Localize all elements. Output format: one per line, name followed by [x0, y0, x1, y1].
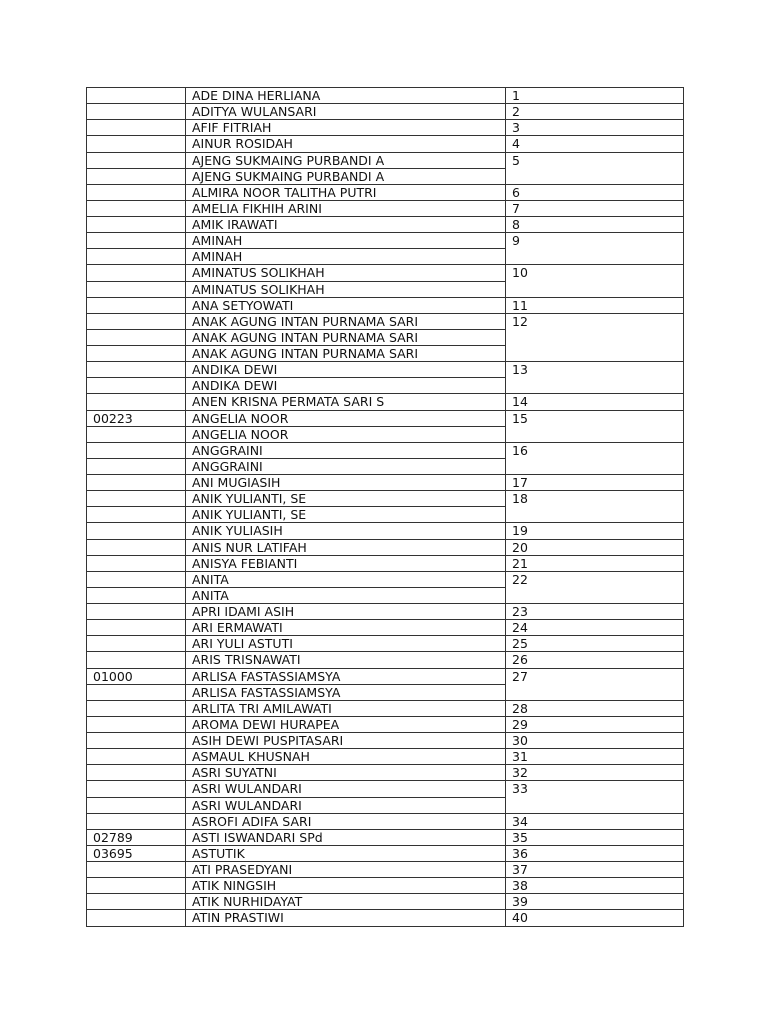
code-cell — [87, 491, 186, 507]
table-row — [87, 652, 684, 668]
table-row — [87, 410, 684, 426]
name-list-table — [86, 87, 684, 927]
name-cell: AFIF FITRIAH — [186, 120, 506, 136]
table-row — [87, 700, 684, 716]
table-row — [87, 733, 684, 749]
number-cell: 40 — [506, 910, 684, 926]
number-cell: 10 — [506, 265, 684, 297]
name-cell: ANGELIA NOOR — [186, 426, 506, 442]
code-cell — [87, 120, 186, 136]
code-cell — [87, 104, 186, 120]
code-cell — [87, 378, 186, 394]
code-cell — [87, 781, 186, 797]
name-cell: ANIK YULIASIH — [186, 523, 506, 539]
number-cell: 38 — [506, 878, 684, 894]
number-cell: 27 — [506, 668, 684, 700]
name-cell: ARIS TRISNAWATI — [186, 652, 506, 668]
code-cell — [87, 539, 186, 555]
code-cell — [87, 217, 186, 233]
table-row — [87, 491, 684, 507]
name-cell: ADITYA WULANSARI — [186, 104, 506, 120]
code-cell — [87, 910, 186, 926]
table-row — [87, 910, 684, 926]
code-cell — [87, 233, 186, 249]
table-row — [87, 571, 684, 587]
name-cell: ANAK AGUNG INTAN PURNAMA SARI — [186, 346, 506, 362]
name-cell: AMELIA FIKHIH ARINI — [186, 200, 506, 216]
name-cell: AMIK IRAWATI — [186, 217, 506, 233]
name-list-body — [87, 88, 684, 927]
code-cell — [87, 168, 186, 184]
number-cell: 8 — [506, 217, 684, 233]
code-cell — [87, 458, 186, 474]
table-row — [87, 233, 684, 249]
name-cell: APRI IDAMI ASIH — [186, 604, 506, 620]
code-cell — [87, 636, 186, 652]
table-row — [87, 442, 684, 458]
code-cell — [87, 394, 186, 410]
code-cell — [87, 136, 186, 152]
name-cell: ANITA — [186, 571, 506, 587]
number-cell: 3 — [506, 120, 684, 136]
name-cell: ANIK YULIANTI, SE — [186, 491, 506, 507]
name-cell: ANDIKA DEWI — [186, 362, 506, 378]
table-row — [87, 765, 684, 781]
name-cell: AMINATUS SOLIKHAH — [186, 265, 506, 281]
table-row — [87, 894, 684, 910]
name-cell: ATIK NINGSIH — [186, 878, 506, 894]
name-cell: ATI PRASEDYANI — [186, 862, 506, 878]
table-row — [87, 523, 684, 539]
name-cell: ASROFI ADIFA SARI — [186, 813, 506, 829]
table-row — [87, 813, 684, 829]
code-cell — [87, 571, 186, 587]
name-cell: ARLISA FASTASSIAMSYA — [186, 668, 506, 684]
name-cell: ARLISA FASTASSIAMSYA — [186, 684, 506, 700]
number-cell: 30 — [506, 733, 684, 749]
code-cell — [87, 475, 186, 491]
name-cell: AROMA DEWI HURAPEA — [186, 716, 506, 732]
code-cell — [87, 507, 186, 523]
number-cell: 23 — [506, 604, 684, 620]
code-cell — [87, 684, 186, 700]
number-cell: 24 — [506, 620, 684, 636]
number-cell: 21 — [506, 555, 684, 571]
name-cell: ADE DINA HERLIANA — [186, 88, 506, 104]
table-row — [87, 362, 684, 378]
name-cell: AINUR ROSIDAH — [186, 136, 506, 152]
name-cell: ASTUTIK — [186, 845, 506, 861]
code-cell: 02789 — [87, 829, 186, 845]
name-cell: ANGGRAINI — [186, 458, 506, 474]
code-cell: 03695 — [87, 845, 186, 861]
number-cell: 18 — [506, 491, 684, 523]
code-cell: 01000 — [87, 668, 186, 684]
code-cell — [87, 362, 186, 378]
code-cell — [87, 813, 186, 829]
number-cell: 12 — [506, 313, 684, 361]
name-cell: ASTI ISWANDARI SPd — [186, 829, 506, 845]
code-cell — [87, 716, 186, 732]
table-row — [87, 394, 684, 410]
code-cell — [87, 265, 186, 281]
number-cell: 19 — [506, 523, 684, 539]
table-row — [87, 265, 684, 281]
code-cell — [87, 329, 186, 345]
number-cell: 15 — [506, 410, 684, 442]
table-row — [87, 104, 684, 120]
name-cell: ASMAUL KHUSNAH — [186, 749, 506, 765]
table-row — [87, 152, 684, 168]
table-row — [87, 781, 684, 797]
code-cell — [87, 281, 186, 297]
name-cell: ALMIRA NOOR TALITHA PUTRI — [186, 184, 506, 200]
number-cell: 6 — [506, 184, 684, 200]
name-cell: AJENG SUKMAING PURBANDI A — [186, 168, 506, 184]
code-cell — [87, 797, 186, 813]
number-cell: 36 — [506, 845, 684, 861]
code-cell — [87, 765, 186, 781]
number-cell: 9 — [506, 233, 684, 265]
table-row — [87, 604, 684, 620]
number-cell: 33 — [506, 781, 684, 813]
number-cell: 11 — [506, 297, 684, 313]
name-cell: AJENG SUKMAING PURBANDI A — [186, 152, 506, 168]
code-cell: 00223 — [87, 410, 186, 426]
number-cell: 4 — [506, 136, 684, 152]
number-cell: 20 — [506, 539, 684, 555]
name-cell: ASRI WULANDARI — [186, 797, 506, 813]
name-cell: ARLITA TRI AMILAWATI — [186, 700, 506, 716]
name-cell: ATIN PRASTIWI — [186, 910, 506, 926]
number-cell: 39 — [506, 894, 684, 910]
name-cell: AMINAH — [186, 249, 506, 265]
number-cell: 17 — [506, 475, 684, 491]
name-cell: ANA SETYOWATI — [186, 297, 506, 313]
table-row — [87, 636, 684, 652]
number-cell: 29 — [506, 716, 684, 732]
number-cell: 32 — [506, 765, 684, 781]
name-cell: ASIH DEWI PUSPITASARI — [186, 733, 506, 749]
number-cell: 14 — [506, 394, 684, 410]
code-cell — [87, 862, 186, 878]
table-row — [87, 200, 684, 216]
name-cell: ASRI WULANDARI — [186, 781, 506, 797]
table-row — [87, 539, 684, 555]
code-cell — [87, 555, 186, 571]
code-cell — [87, 442, 186, 458]
table-row — [87, 555, 684, 571]
table-row — [87, 716, 684, 732]
name-cell: AMINATUS SOLIKHAH — [186, 281, 506, 297]
table-row — [87, 620, 684, 636]
code-cell — [87, 700, 186, 716]
code-cell — [87, 523, 186, 539]
name-cell: ARI YULI ASTUTI — [186, 636, 506, 652]
table-row — [87, 88, 684, 104]
code-cell — [87, 249, 186, 265]
code-cell — [87, 749, 186, 765]
code-cell — [87, 894, 186, 910]
number-cell: 25 — [506, 636, 684, 652]
table-row — [87, 120, 684, 136]
name-cell: ANEN KRISNA PERMATA SARI S — [186, 394, 506, 410]
code-cell — [87, 620, 186, 636]
table-row — [87, 749, 684, 765]
code-cell — [87, 297, 186, 313]
table-row — [87, 829, 684, 845]
number-cell: 35 — [506, 829, 684, 845]
code-cell — [87, 152, 186, 168]
number-cell: 37 — [506, 862, 684, 878]
table-row — [87, 136, 684, 152]
number-cell: 22 — [506, 571, 684, 603]
code-cell — [87, 426, 186, 442]
name-cell: ANGELIA NOOR — [186, 410, 506, 426]
name-cell: ANAK AGUNG INTAN PURNAMA SARI — [186, 313, 506, 329]
code-cell — [87, 878, 186, 894]
table-row — [87, 475, 684, 491]
name-cell: ASRI SUYATNI — [186, 765, 506, 781]
code-cell — [87, 652, 186, 668]
name-cell: ANI MUGIASIH — [186, 475, 506, 491]
number-cell: 5 — [506, 152, 684, 184]
code-cell — [87, 604, 186, 620]
name-cell: ANIK YULIANTI, SE — [186, 507, 506, 523]
number-cell: 26 — [506, 652, 684, 668]
number-cell: 2 — [506, 104, 684, 120]
code-cell — [87, 88, 186, 104]
name-cell: ATIK NURHIDAYAT — [186, 894, 506, 910]
name-cell: ANIS NUR LATIFAH — [186, 539, 506, 555]
name-cell: ANISYA FEBIANTI — [186, 555, 506, 571]
number-cell: 28 — [506, 700, 684, 716]
name-cell: ANITA — [186, 587, 506, 603]
table-row — [87, 217, 684, 233]
table-row — [87, 878, 684, 894]
name-cell: ARI ERMAWATI — [186, 620, 506, 636]
code-cell — [87, 733, 186, 749]
name-list-sheet — [86, 87, 683, 927]
table-row — [87, 184, 684, 200]
code-cell — [87, 313, 186, 329]
table-row — [87, 845, 684, 861]
code-cell — [87, 200, 186, 216]
name-cell: ANDIKA DEWI — [186, 378, 506, 394]
code-cell — [87, 346, 186, 362]
code-cell — [87, 184, 186, 200]
number-cell: 13 — [506, 362, 684, 394]
name-cell: AMINAH — [186, 233, 506, 249]
table-row — [87, 668, 684, 684]
table-row — [87, 862, 684, 878]
number-cell: 31 — [506, 749, 684, 765]
code-cell — [87, 587, 186, 603]
name-cell: ANAK AGUNG INTAN PURNAMA SARI — [186, 329, 506, 345]
number-cell: 16 — [506, 442, 684, 474]
table-row — [87, 313, 684, 329]
number-cell: 7 — [506, 200, 684, 216]
number-cell: 34 — [506, 813, 684, 829]
name-cell: ANGGRAINI — [186, 442, 506, 458]
number-cell: 1 — [506, 88, 684, 104]
table-row — [87, 297, 684, 313]
